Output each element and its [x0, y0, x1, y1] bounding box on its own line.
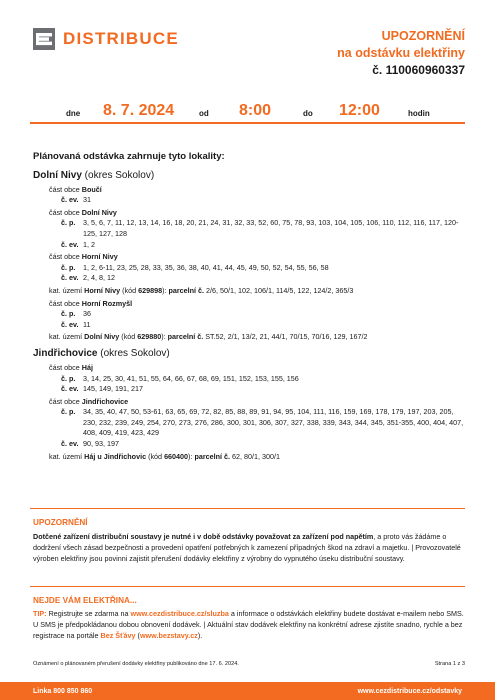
kat-post: ):	[188, 451, 195, 461]
date-label: dne	[66, 109, 81, 118]
town-name: Dolní Nivy	[33, 169, 82, 181]
number-type: č. ev.	[61, 384, 79, 394]
number-type: č. p.	[61, 218, 76, 228]
info-text	[33, 608, 465, 642]
towns-container	[33, 169, 465, 463]
part-label: část obce	[49, 396, 82, 406]
notice-header	[337, 28, 465, 79]
notice-subtitle: na odstávku elektřiny	[337, 46, 465, 60]
part-name: Jindřichovice	[81, 396, 129, 406]
part-label: část obce	[49, 362, 82, 372]
town-part	[49, 208, 465, 219]
cadastral-area	[49, 332, 465, 343]
town-heading	[33, 347, 465, 361]
info-title: NEJDE VÁM ELEKTŘINA...	[33, 596, 137, 605]
town-part	[49, 363, 465, 374]
footer-bar	[0, 682, 495, 700]
page-number: Strana 1 z 3	[434, 661, 465, 667]
bez-stavy-link[interactable]: Bez Šťávy	[100, 631, 136, 641]
parcel-label: parcelní č.	[194, 451, 230, 461]
number-list: 34, 35, 40, 47, 50, 53-61, 63, 65, 69, 72, 82, 85, 88, 89, 91, 94, 95, 104, 111, 116, 159, 169, 178, 179, 197, 203, 205, 230, 232, 239, 249, 254, 270, 273, 276, 286, 300, 301, 306, 307, 327, 338, 339, 343, 344, 345, 351-355, 400, 404, 407, 408, 409, 419, 423, 429	[83, 407, 464, 438]
part-cadastral-area	[49, 286, 465, 297]
kat-code: 660400	[164, 451, 189, 461]
parcel-label: parcelní č.	[168, 285, 205, 295]
outage-to-time: 12:00	[339, 102, 380, 119]
kat-mid: (kód	[120, 285, 139, 295]
number-list: 90, 93, 197	[83, 439, 119, 449]
number-list: 1, 2	[83, 239, 95, 249]
cez-logo-icon	[33, 28, 55, 50]
house-numbers-row	[61, 240, 465, 251]
part-name: Horní Nivy	[81, 252, 118, 262]
info-text-5: ).	[197, 631, 203, 641]
kat-prefix: kat. území	[49, 451, 85, 461]
number-type: č. p.	[61, 309, 76, 319]
footnote	[33, 661, 465, 667]
house-numbers-row	[61, 407, 465, 439]
kat-prefix: kat. území	[49, 285, 85, 295]
house-numbers-row	[61, 374, 465, 385]
locations-list	[33, 152, 465, 462]
town-district: (okres Sokolov)	[97, 347, 170, 359]
publication-note: Oznámení o plánovaném přerušení dodávky elektřiny publikováno dne 17. 6. 2024.	[33, 661, 239, 667]
notice-number: č. 110060960337	[372, 63, 465, 77]
town-heading	[33, 169, 465, 183]
warning-text-1: , a proto vás žádáme o dodržení všech zásad bezpečnosti a provedení opatření potřebných k zamezení případných škod na zdraví a majetku.	[33, 532, 447, 553]
kat-post: ):	[161, 332, 168, 342]
number-list: 2, 4, 8, 12	[83, 273, 115, 283]
warning-text-2: | Provozovatelé výroben elektřiny jsou povinni zajistit přerušení dodávky elektřiny z výrobny do vypnutého úseku distribuční soustavy.	[33, 543, 461, 564]
town-part	[49, 397, 465, 408]
number-list: 145, 149, 191, 217	[83, 384, 143, 394]
hotline: Linka 800 850 860	[33, 687, 93, 695]
kat-code: 629880	[137, 332, 162, 342]
number-list: 1, 2, 6-11, 23, 25, 28, 33, 35, 36, 38, 40, 41, 44, 45, 49, 50, 52, 54, 55, 56, 58	[83, 262, 329, 272]
number-type: č. ev.	[61, 319, 79, 329]
kat-name: Dolní Nivy	[84, 332, 120, 342]
parcel-label: parcelní č.	[167, 332, 204, 342]
number-type: č. p.	[61, 407, 76, 417]
town-district: (okres Sokolov)	[81, 169, 155, 181]
outage-from-time: 8:00	[239, 102, 272, 119]
part-name: Horní Rozmyšl	[81, 298, 133, 308]
town-part	[49, 252, 465, 263]
number-type: č. ev.	[61, 439, 79, 449]
kat-name: Horní Nivy	[84, 285, 121, 295]
notice-title: UPOZORNĚNÍ	[381, 29, 465, 43]
kat-code: 629898	[138, 285, 163, 295]
number-type: č. p.	[61, 262, 76, 272]
warning-bold: Dotčené zařízení distribuční soustavy je nutné i v době odstávky považovat za zařízení pod napětím	[33, 532, 374, 541]
outage-date: 8. 7. 2024	[103, 102, 175, 119]
from-label: od	[199, 109, 209, 118]
house-numbers-row	[61, 309, 465, 320]
kat-mid: (kód	[119, 332, 138, 342]
company-logo	[33, 28, 179, 50]
warning-text	[33, 531, 465, 565]
parcel-numbers: 2/6, 50/1, 102, 106/1, 114/5, 122, 124/2, 365/3	[204, 285, 354, 295]
part-name: Boučí	[81, 184, 102, 194]
info-text-4: (	[135, 631, 140, 641]
number-type: č. ev.	[61, 239, 79, 249]
parcel-numbers: ST.52, 2/1, 13/2, 21, 44/1, 70/15, 70/16, 129, 167/2	[203, 332, 368, 342]
info-text-2: a informace o odstávkách elektřiny budete dostávat e-mailem nebo SMS. U SMS je předpokládanou dobou obnovení dodávek.	[33, 609, 464, 630]
house-numbers-row	[61, 273, 465, 284]
divider	[30, 508, 465, 509]
part-label: část obce	[49, 184, 82, 194]
town-part	[49, 299, 465, 310]
number-list: 36	[83, 309, 91, 319]
outage-date-row	[30, 100, 465, 124]
bezstavy-url-link[interactable]: www.bezstavy.cz	[139, 631, 198, 641]
number-list: 11	[83, 319, 91, 329]
number-list: 3, 14, 25, 30, 41, 51, 55, 64, 66, 67, 68, 69, 151, 152, 153, 155, 156	[83, 373, 299, 383]
house-numbers-row	[61, 320, 465, 331]
number-type: č. ev.	[61, 195, 79, 205]
divider	[30, 586, 465, 587]
locations-intro: Plánovaná odstávka zahrnuje tyto lokality:	[33, 151, 225, 162]
house-numbers-row	[61, 263, 465, 274]
warning-title: UPOZORNĚNÍ	[33, 518, 88, 527]
part-name: Háj	[81, 362, 93, 372]
registration-link[interactable]: www.cezdistribuce.cz/sluzba	[130, 609, 229, 618]
to-label: do	[303, 109, 313, 118]
house-numbers-row	[61, 439, 465, 450]
number-list: 3, 5, 6, 7, 11, 12, 13, 14, 16, 18, 20, 21, 24, 31, 32, 33, 52, 60, 75, 78, 93, 103, 104, 105, 106, 110, 112, 116, 117, 120-125, 127, 128	[83, 218, 459, 238]
house-numbers-row	[61, 195, 465, 206]
brand-name: DISTRIBUCE	[63, 29, 179, 48]
town-name: Jindřichovice	[33, 347, 98, 359]
number-type: č. p.	[61, 373, 76, 383]
info-text-1: Registrujte se zdarma na	[46, 609, 131, 618]
town-part	[49, 185, 465, 196]
tip-label: TIP:	[33, 609, 47, 618]
house-numbers-row	[61, 384, 465, 395]
info-text-3: | Aktuální stav dodávek elektřiny na konkrétní adrese zjistíte snadno, rychle a bez registrace na portále	[33, 620, 463, 641]
house-numbers-row	[61, 218, 465, 239]
part-name: Dolní Nivy	[81, 207, 117, 217]
kat-prefix: kat. území	[49, 332, 85, 342]
part-label: část obce	[49, 298, 82, 308]
kat-mid: (kód	[146, 451, 165, 461]
kat-name: Háj u Jindřichovic	[84, 451, 147, 461]
cadastral-area	[49, 452, 465, 463]
number-type: č. ev.	[61, 273, 79, 283]
kat-post: ):	[162, 285, 169, 295]
parcel-numbers: 62, 80/1, 300/1	[230, 451, 280, 461]
part-label: část obce	[49, 252, 82, 262]
footer-url-link[interactable]: www.cezdistribuce.cz/odstavky	[357, 687, 462, 695]
hours-label: hodin	[408, 109, 430, 118]
part-label: část obce	[49, 207, 82, 217]
number-list: 31	[83, 195, 91, 205]
